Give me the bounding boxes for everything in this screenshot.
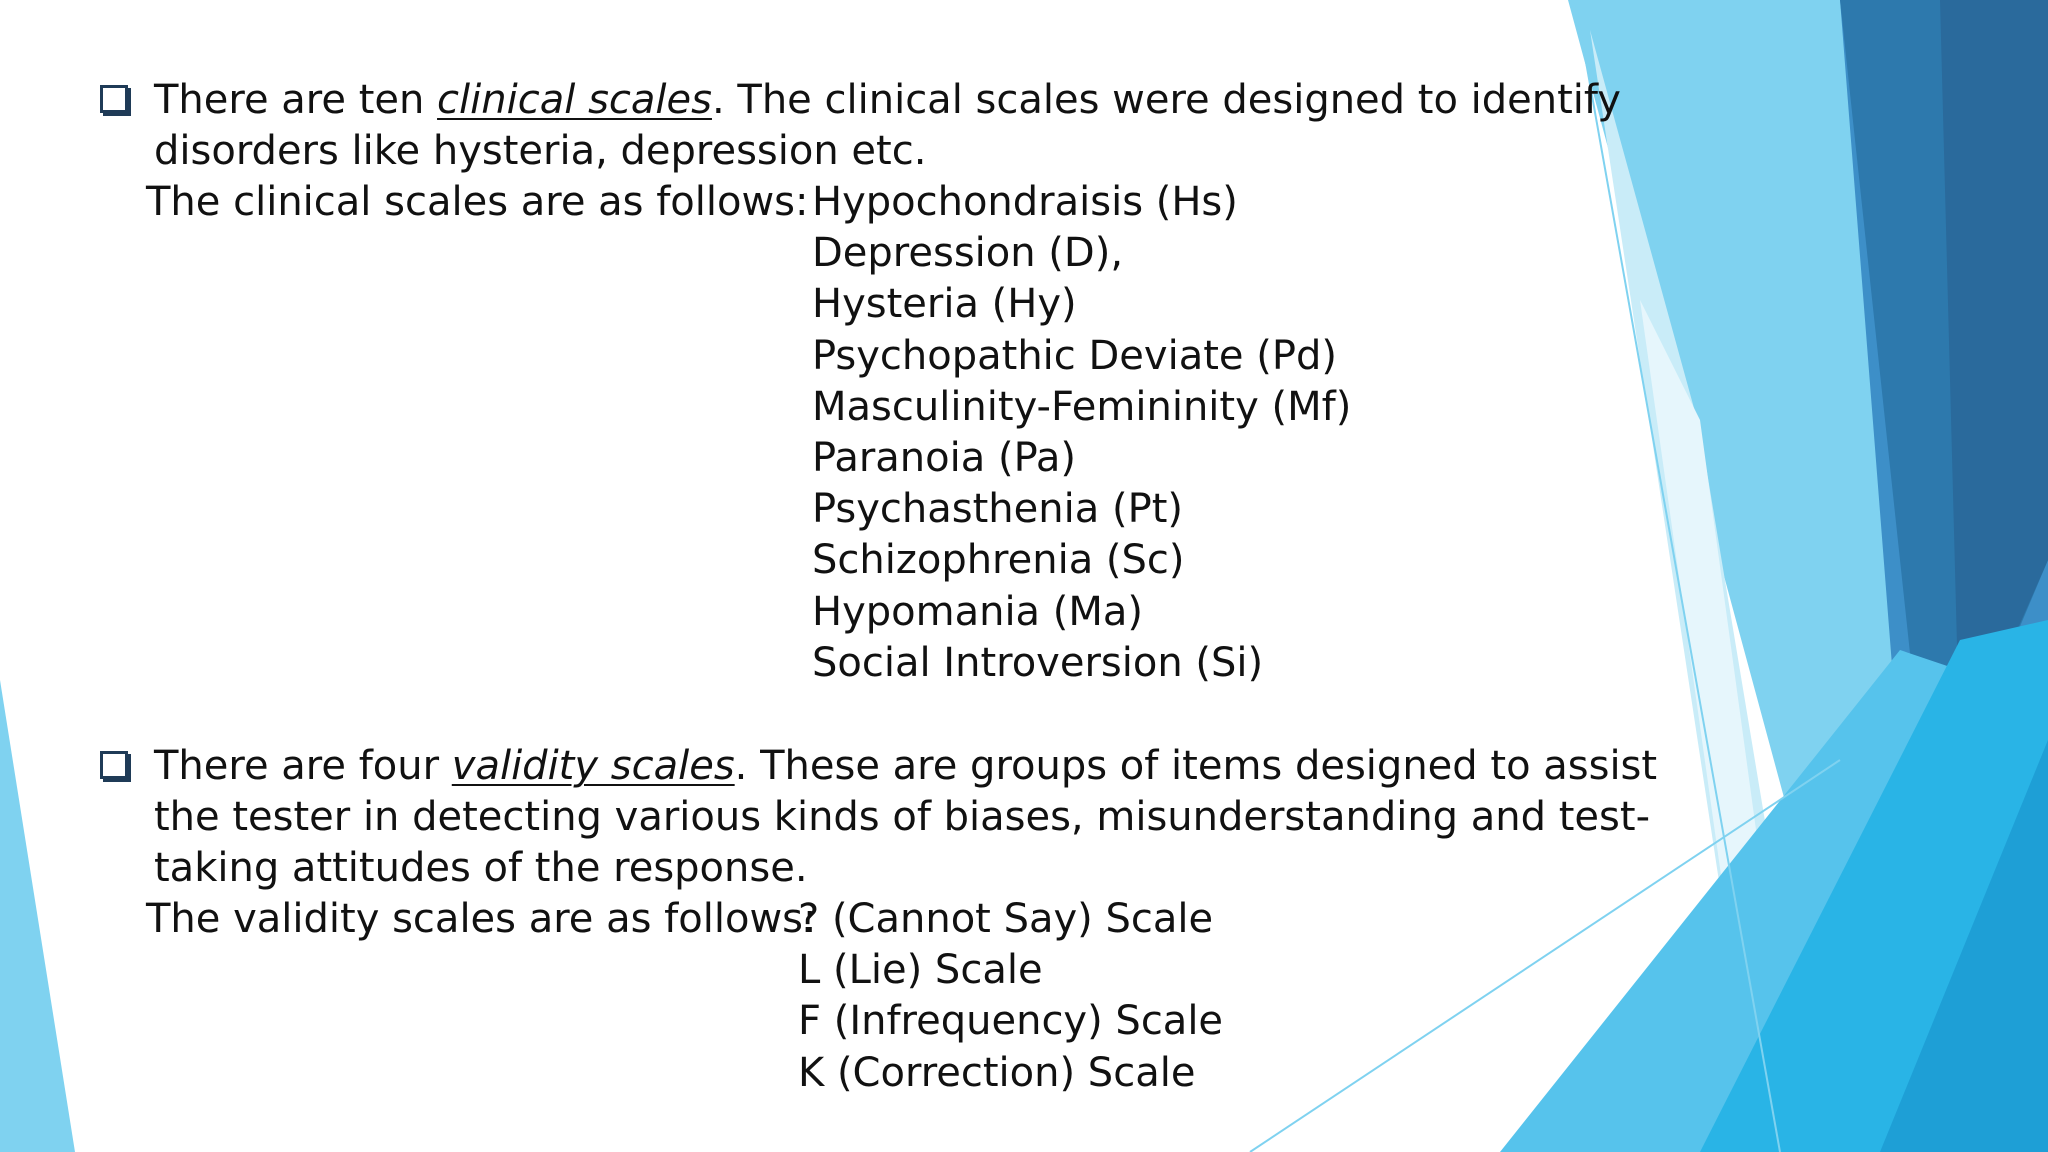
list-item: Schizophrenia (Sc) [812,537,1185,584]
list-item: Masculinity-Femininity (Mf) [812,383,1352,430]
validity-line-1-after: . These are groups of items designed to assist [734,743,1658,789]
list-item: Hysteria (Hy) [812,281,1077,328]
validity-intro: The validity scales are as follows: [146,896,817,942]
list-item: ? (Cannot Say) Scale [798,896,1214,942]
validity-line-2: the tester in detecting various kinds of biases, misunderstanding and test- [154,794,1650,840]
list-item: Depression (D), [812,230,1124,277]
bullet-checkbox-icon [100,85,128,113]
list-item: K (Correction) Scale [798,1049,1196,1096]
validity-scales-term: validity scales [451,743,735,789]
list-item: Psychopathic Deviate (Pd) [812,332,1337,379]
validity-scales-list [798,894,1223,1099]
validity-line-1-before: There are four [154,743,452,789]
list-item: Psychasthenia (Pt) [812,486,1183,533]
clinical-intro: The clinical scales are as follows: [146,179,809,225]
clinical-scales-term: clinical scales [437,77,712,123]
list-item: F (Infrequency) Scale [798,998,1224,1045]
clinical-line-2: disorders like hysteria, depression etc. [154,128,927,174]
clinical-line-1-before: There are ten [154,77,438,123]
clinical-line-1-after: . The clinical scales were designed to identify [711,77,1621,123]
validity-line-3: taking attitudes of the response. [154,845,808,891]
validity-line-1 [154,741,1657,792]
list-item: Hypochondraisis (Hs) [812,179,1238,225]
list-item: Paranoia (Pa) [812,435,1077,482]
clinical-scales-list [812,177,1351,689]
list-item: L (Lie) Scale [798,947,1043,994]
list-item: Social Introversion (Si) [812,639,1264,686]
bullet-checkbox-icon [100,751,128,779]
left-edge-triangle [0,680,75,1152]
list-item: Hypomania (Ma) [812,588,1144,635]
clinical-line-1 [154,75,1621,126]
